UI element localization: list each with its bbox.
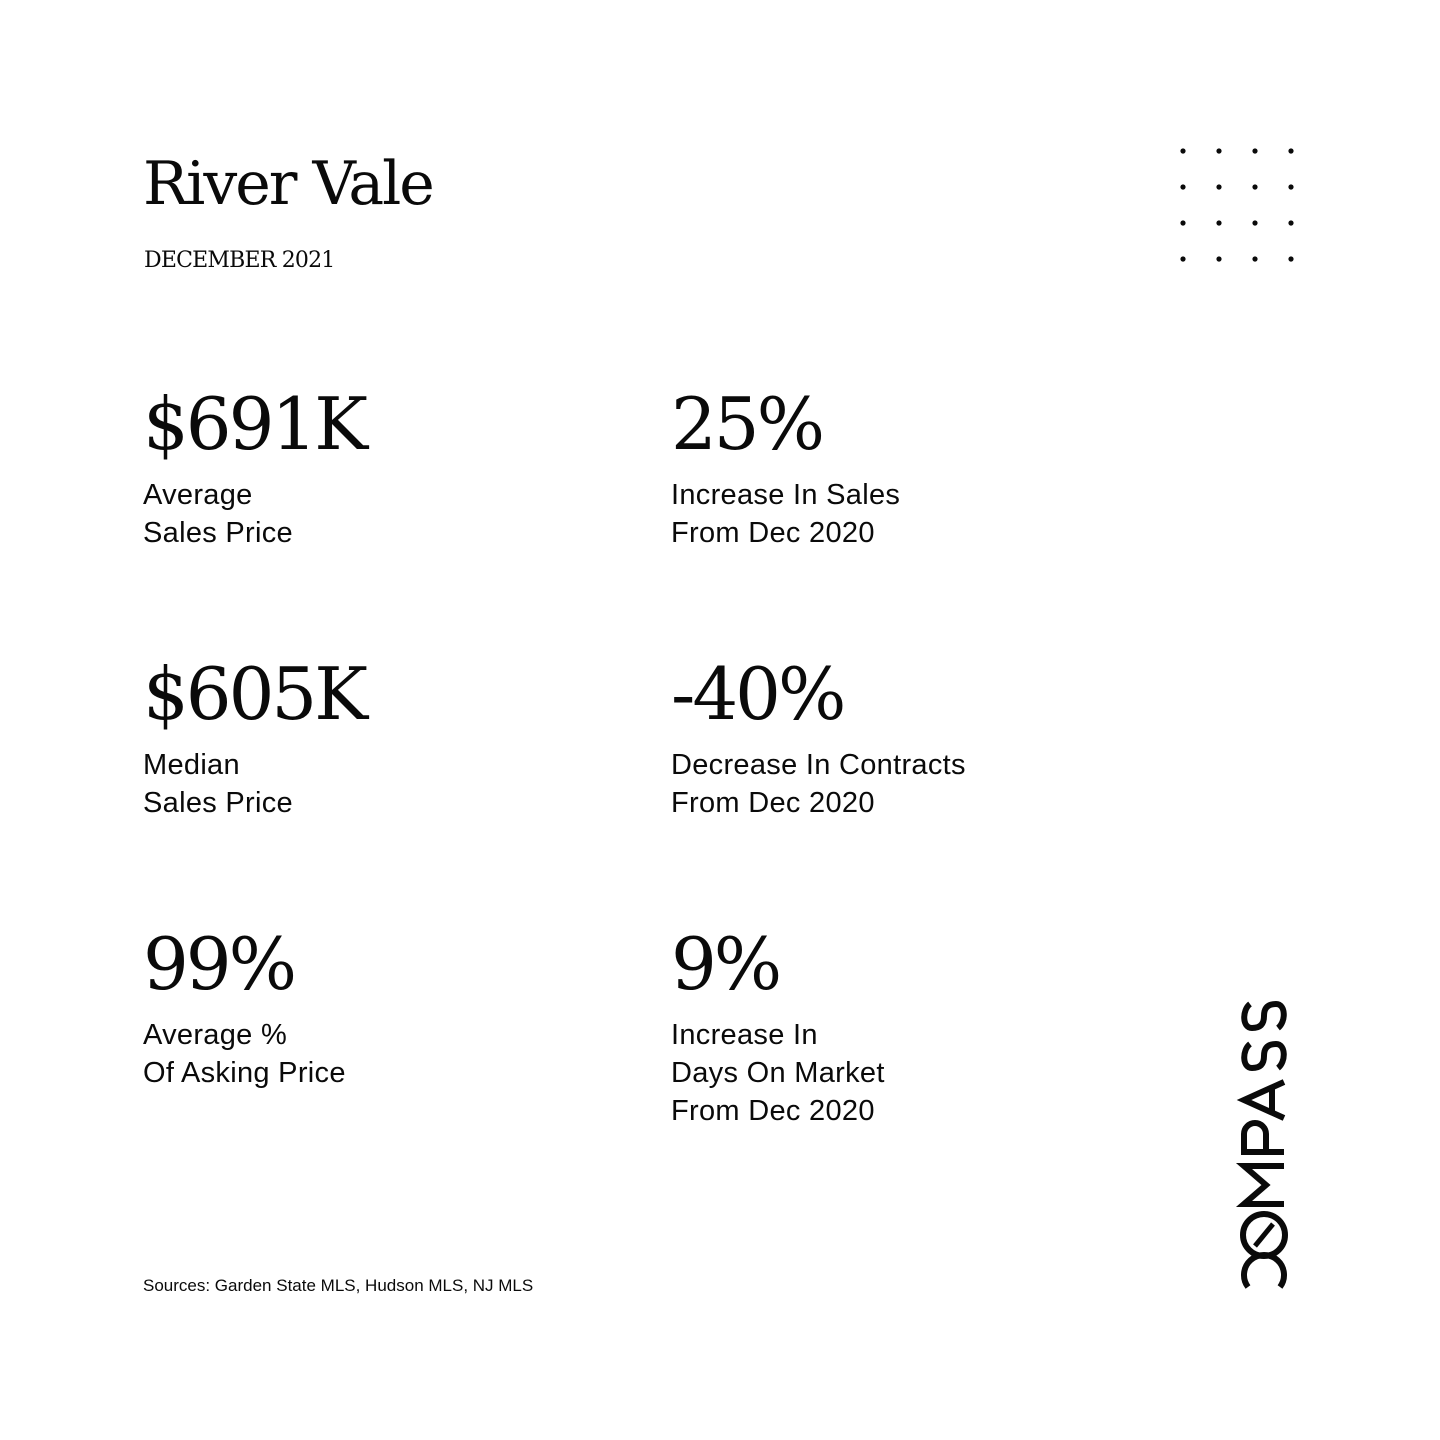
- stat-label-line: From Dec 2020: [671, 1095, 875, 1127]
- dot: [1180, 148, 1185, 153]
- stat-value: 25%: [671, 382, 823, 466]
- dot: [1288, 184, 1293, 189]
- stat-value: -40%: [671, 652, 844, 736]
- stat-label-line: Sales Price: [143, 787, 293, 819]
- stat-label: [143, 1016, 346, 1092]
- dot: [1252, 256, 1257, 261]
- stat-label-line: Sales Price: [143, 517, 293, 549]
- dot: [1288, 220, 1293, 225]
- dot: [1180, 220, 1185, 225]
- dot: [1216, 148, 1221, 153]
- stat-increase-in-sales: [671, 384, 900, 552]
- stat-label: [671, 1016, 885, 1130]
- dot: [1252, 148, 1257, 153]
- stat-label-line: Increase In Sales: [671, 479, 901, 511]
- dot: [1216, 220, 1221, 225]
- dot: [1180, 184, 1185, 189]
- dot: [1216, 256, 1221, 261]
- dot: [1288, 256, 1293, 261]
- stat-average-sales-price: [143, 384, 365, 552]
- stat-label-line: Increase In: [671, 1019, 818, 1051]
- stat-label: [143, 476, 365, 552]
- stat-label-line: Average: [143, 479, 253, 511]
- stat-median-sales-price: [143, 654, 365, 822]
- stat-label-line: From Dec 2020: [671, 517, 875, 549]
- stat-label: [671, 476, 900, 552]
- stat-label-line: Of Asking Price: [143, 1057, 346, 1089]
- dot: [1288, 148, 1293, 153]
- stat-decrease-in-contracts: [671, 654, 966, 822]
- stat-label-line: Days On Market: [671, 1057, 885, 1089]
- compass-logo: [1224, 950, 1304, 1300]
- stat-value: $605K: [143, 652, 366, 736]
- sources-note: Sources: Garden State MLS, Hudson MLS, NJ MLS: [143, 1276, 534, 1295]
- stat-label-line: Median: [143, 749, 240, 781]
- dot: [1252, 184, 1257, 189]
- dot: [1216, 184, 1221, 189]
- stat-average-of-asking-price: [143, 924, 346, 1092]
- stat-value: 99%: [143, 922, 295, 1006]
- stat-label-line: Decrease In Contracts: [671, 749, 966, 781]
- stat-label: [671, 746, 966, 822]
- report-date: DECEMBER 2021: [144, 248, 335, 273]
- stat-label-line: From Dec 2020: [671, 787, 875, 819]
- stat-label: [143, 746, 365, 822]
- stat-value: 9%: [671, 922, 780, 1006]
- stat-value: $691K: [143, 382, 366, 466]
- stat-increase-in-days-on-market: [671, 924, 885, 1130]
- dot: [1252, 220, 1257, 225]
- stat-label-line: Average %: [143, 1019, 288, 1051]
- page-title: River Vale: [143, 149, 433, 219]
- dot: [1180, 256, 1185, 261]
- dot-grid-icon: [1170, 139, 1300, 269]
